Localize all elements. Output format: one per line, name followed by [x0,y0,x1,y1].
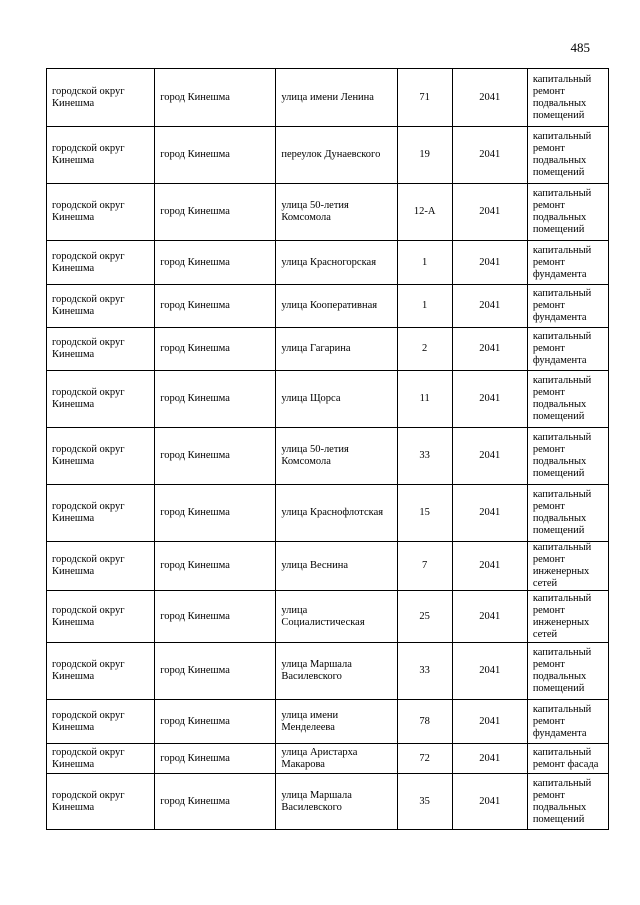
year-cell: 2041 [452,744,527,774]
work-cell: капитальный ремонт инженерных сетей [527,542,608,591]
street-cell: улица Аристарха Макарова [276,744,397,774]
district-cell: городской округ Кинешма [47,371,155,428]
work-cell: капитальный ремонт фасада [527,744,608,774]
year-cell: 2041 [452,184,527,241]
street-cell: улица Маршала Василевского [276,643,397,700]
page-number: 485 [570,40,590,55]
table-row [47,542,609,591]
house-cell: 2 [397,328,452,371]
year-cell: 2041 [452,591,527,643]
table-row [47,643,609,700]
city-cell: город Кинешма [155,774,276,830]
street-cell: улица Щорса [276,371,397,428]
house-cell: 15 [397,485,452,542]
street-cell: улица Маршала Василевского [276,774,397,830]
work-cell: капитальный ремонт фундамента [527,328,608,371]
work-cell: капитальный ремонт подвальных помещений [527,774,608,830]
year-cell: 2041 [452,485,527,542]
city-cell: город Кинешма [155,542,276,591]
house-cell: 71 [397,69,452,127]
work-cell: капитальный ремонт подвальных помещений [527,428,608,485]
city-cell: город Кинешма [155,744,276,774]
district-cell: городской округ Кинешма [47,241,155,285]
district-cell: городской округ Кинешма [47,184,155,241]
year-cell: 2041 [452,542,527,591]
year-cell: 2041 [452,241,527,285]
table-row [47,700,609,744]
street-cell: улица имени Менделеева [276,700,397,744]
house-cell: 78 [397,700,452,744]
table-row [47,744,609,774]
year-cell: 2041 [452,127,527,184]
year-cell: 2041 [452,774,527,830]
house-cell: 12-А [397,184,452,241]
city-cell: город Кинешма [155,328,276,371]
house-cell: 19 [397,127,452,184]
table-row [47,69,609,127]
table-row [47,184,609,241]
district-cell: городской округ Кинешма [47,744,155,774]
table-row [47,241,609,285]
city-cell: город Кинешма [155,591,276,643]
work-cell: капитальный ремонт фундамента [527,700,608,744]
city-cell: город Кинешма [155,285,276,328]
city-cell: город Кинешма [155,643,276,700]
house-cell: 1 [397,241,452,285]
street-cell: улица имени Ленина [276,69,397,127]
table-row [47,328,609,371]
work-cell: капитальный ремонт подвальных помещений [527,643,608,700]
district-cell: городской округ Кинешма [47,328,155,371]
table-row [47,371,609,428]
street-cell: улица Красногорская [276,241,397,285]
year-cell: 2041 [452,328,527,371]
house-cell: 11 [397,371,452,428]
street-cell: улица 50-летия Комсомола [276,184,397,241]
work-cell: капитальный ремонт подвальных помещений [527,127,608,184]
year-cell: 2041 [452,428,527,485]
work-cell: капитальный ремонт инженерных сетей [527,591,608,643]
year-cell: 2041 [452,371,527,428]
city-cell: город Кинешма [155,184,276,241]
street-cell: улица Кооперативная [276,285,397,328]
table-row [47,127,609,184]
work-cell: капитальный ремонт фундамента [527,241,608,285]
year-cell: 2041 [452,700,527,744]
district-cell: городской округ Кинешма [47,700,155,744]
city-cell: город Кинешма [155,485,276,542]
street-cell: улица 50-летия Комсомола [276,428,397,485]
district-cell: городской округ Кинешма [47,542,155,591]
registry-table [46,68,609,830]
city-cell: город Кинешма [155,241,276,285]
table-row [47,774,609,830]
work-cell: капитальный ремонт подвальных помещений [527,485,608,542]
district-cell: городской округ Кинешма [47,591,155,643]
work-cell: капитальный ремонт подвальных помещений [527,184,608,241]
work-cell: капитальный ремонт фундамента [527,285,608,328]
city-cell: город Кинешма [155,428,276,485]
work-cell: капитальный ремонт подвальных помещений [527,371,608,428]
street-cell: улица Гагарина [276,328,397,371]
district-cell: городской округ Кинешма [47,428,155,485]
house-cell: 7 [397,542,452,591]
year-cell: 2041 [452,69,527,127]
street-cell: улица Социалистическая [276,591,397,643]
house-cell: 33 [397,643,452,700]
street-cell: улица Краснофлотская [276,485,397,542]
table-row [47,428,609,485]
city-cell: город Кинешма [155,700,276,744]
year-cell: 2041 [452,643,527,700]
work-cell: капитальный ремонт подвальных помещений [527,69,608,127]
house-cell: 72 [397,744,452,774]
city-cell: город Кинешма [155,371,276,428]
district-cell: городской округ Кинешма [47,774,155,830]
house-cell: 1 [397,285,452,328]
district-cell: городской округ Кинешма [47,485,155,542]
house-cell: 33 [397,428,452,485]
district-cell: городской округ Кинешма [47,285,155,328]
district-cell: городской округ Кинешма [47,69,155,127]
house-cell: 25 [397,591,452,643]
district-cell: городской округ Кинешма [47,127,155,184]
table-row [47,485,609,542]
city-cell: город Кинешма [155,69,276,127]
district-cell: городской округ Кинешма [47,643,155,700]
table-row [47,591,609,643]
year-cell: 2041 [452,285,527,328]
street-cell: улица Веснина [276,542,397,591]
street-cell: переулок Дунаевского [276,127,397,184]
table-row [47,285,609,328]
house-cell: 35 [397,774,452,830]
city-cell: город Кинешма [155,127,276,184]
